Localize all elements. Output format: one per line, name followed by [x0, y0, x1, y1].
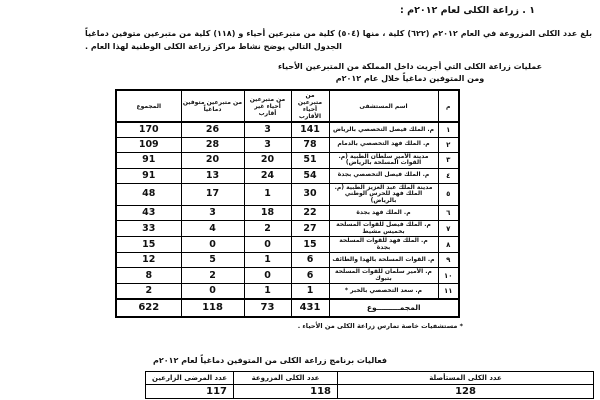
cell-total: 2 [116, 284, 181, 299]
cell-living-related: 6 [291, 253, 329, 268]
cell-index: ٢ [438, 137, 459, 152]
cell-total: 15 [116, 237, 181, 253]
cell-deceased: 4 [181, 221, 244, 237]
cell-total: 33 [116, 221, 181, 237]
main-table-container [0, 89, 600, 318]
cell-living-related: 22 [291, 206, 329, 221]
table-row [116, 237, 459, 253]
cell-deceased: 13 [181, 168, 244, 183]
cell-hospital: م. الملك فهد للقوات المسلحة بجدة [329, 237, 438, 253]
column-header-total: المجموع [116, 90, 181, 122]
cell-hospital: م. القوات المسلحة بالهدا والطائف [329, 253, 438, 268]
cell-hospital: م. الملك فيصل التخصصي بجدة [329, 168, 438, 183]
program-header-row [146, 371, 594, 384]
total-living-related: 431 [291, 299, 329, 317]
cell-living-related: 30 [291, 183, 329, 206]
cell-living-unrelated: 1 [244, 284, 291, 299]
column-header-living-unrelated: من متبرعين أحياء غير أقارب [244, 90, 291, 122]
table-row [116, 183, 459, 206]
cell-living-unrelated: 0 [244, 268, 291, 284]
cell-deceased: 3 [181, 206, 244, 221]
cell-total: 43 [116, 206, 181, 221]
cell-living-related: 6 [291, 268, 329, 284]
cell-living-related: 141 [291, 122, 329, 137]
cell-index: ١٠ [438, 268, 459, 284]
cell-index: ٩ [438, 253, 459, 268]
total-row [116, 299, 459, 317]
cell-hospital: م. الملك فيصل للقوات المسلحة بخميس مشيط [329, 221, 438, 237]
cell-total: 91 [116, 168, 181, 183]
cell-hospital: م. الملك فهد التخصصي بالدمام [329, 137, 438, 152]
cell-index: ٣ [438, 152, 459, 168]
program-values-row [146, 384, 594, 398]
table-row [116, 253, 459, 268]
footnote: * مستشفيات خاصة تمارس زراعة الكلى من الأحياء . [297, 321, 463, 330]
cell-index: ٦ [438, 206, 459, 221]
cell-living-related: 54 [291, 168, 329, 183]
cell-deceased: 0 [181, 284, 244, 299]
cell-deceased: 26 [181, 122, 244, 137]
cell-living-unrelated: 1 [244, 253, 291, 268]
main-table-body [116, 122, 459, 299]
cell-deceased: 28 [181, 137, 244, 152]
cell-hospital: م. الأمير سلمان للقوات المسلحة بتبوك [329, 268, 438, 284]
main-table-heading-line2: ومن المتوفين دماغياً خلال عام ٢٠١٢م [335, 74, 485, 83]
total-deceased: 118 [181, 299, 244, 317]
main-table-heading [225, 61, 595, 85]
table-row [116, 122, 459, 137]
cell-hospital: م. الملك فهد بجدة [329, 206, 438, 221]
table-row [116, 284, 459, 299]
column-header-recipient-patients: عدد المرضى الزارعين [146, 371, 234, 384]
column-header-index: م [438, 90, 459, 122]
total-row-label: المجمـــــــــوع [329, 299, 459, 317]
cell-hospital: م. سعد التخصصي بالخبر * [329, 284, 438, 299]
column-header-living-related: من متبرعين أحياء الأقارب [291, 90, 329, 122]
cell-deceased: 20 [181, 152, 244, 168]
value-kidneys-transplanted: 118 [234, 384, 338, 398]
cell-living-related: 51 [291, 152, 329, 168]
column-header-kidneys-transplanted: عدد الكلى المزروعة [234, 371, 338, 384]
cell-living-unrelated: 18 [244, 206, 291, 221]
table-row [116, 268, 459, 284]
column-header-kidneys-retrieved: عدد الكلى المستأصلة [338, 371, 594, 384]
cell-living-unrelated: 1 [244, 183, 291, 206]
cell-deceased: 2 [181, 268, 244, 284]
cell-hospital: م. الملك فيصل التخصصي بالرياض [329, 122, 438, 137]
cell-living-unrelated: 0 [244, 237, 291, 253]
cell-total: 170 [116, 122, 181, 137]
cell-index: ٧ [438, 221, 459, 237]
cell-living-related: 78 [291, 137, 329, 152]
table-row [116, 206, 459, 221]
cell-living-unrelated: 3 [244, 122, 291, 137]
transplant-table [115, 89, 460, 318]
total-sum: 622 [116, 299, 181, 317]
table-row [116, 152, 459, 168]
cell-total: 12 [116, 253, 181, 268]
main-table-heading-line1: عمليات زراعة الكلى التي أجريت داخل المملكة من المتبرعين الأحياء [277, 62, 543, 71]
column-header-hospital: اسم المستشفى [329, 90, 438, 122]
cell-index: ١١ [438, 284, 459, 299]
cell-living-unrelated: 2 [244, 221, 291, 237]
program-table-container [0, 371, 600, 399]
cell-index: ٥ [438, 183, 459, 206]
cell-total: 8 [116, 268, 181, 284]
page-title: ١ . زراعة الكلى لعام ٢٠١٢م : [400, 5, 535, 16]
cell-total: 109 [116, 137, 181, 152]
cell-deceased: 0 [181, 237, 244, 253]
table-row [116, 137, 459, 152]
cell-index: ١ [438, 122, 459, 137]
cell-living-related: 15 [291, 237, 329, 253]
value-kidneys-retrieved: 128 [338, 384, 594, 398]
cell-hospital: مدينة الأمير سلطان الطبية (م. القوات المسلحة بالرياض) [329, 152, 438, 168]
table-row [116, 221, 459, 237]
program-table [145, 371, 594, 399]
cell-living-unrelated: 24 [244, 168, 291, 183]
intro-paragraph: بلغ عدد الكلى المزروعة في العام ٢٠١٢م (٦٢٢) كلية ، منها (٥٠٤) كلية من متبرعين أحياء و (١١٨) كلية من متبرعين متوفين دماغياً الجدول التالي يوضح نشاط مراكز زراعة الكلى الوطنية لهذا العام . [85, 29, 592, 51]
cell-index: ٤ [438, 168, 459, 183]
cell-living-unrelated: 3 [244, 137, 291, 152]
cell-living-related: 27 [291, 221, 329, 237]
total-living-unrelated: 73 [244, 299, 291, 317]
cell-total: 48 [116, 183, 181, 206]
value-recipient-patients: 117 [146, 384, 234, 398]
table-row [116, 168, 459, 183]
cell-living-related: 1 [291, 284, 329, 299]
cell-total: 91 [116, 152, 181, 168]
column-header-deceased: من متبرعين متوفين دماغياً [181, 90, 244, 122]
cell-index: ٨ [438, 237, 459, 253]
program-table-title: فعاليات برنامج زراعة الكلى من المتوفين دماغياً لعام ٢٠١٢م [153, 355, 387, 365]
cell-hospital: مدينة الملك عبد العزيز الطبية (م. الملك فهد للحرس الوطني بالرياض) [329, 183, 438, 206]
cell-deceased: 17 [181, 183, 244, 206]
cell-deceased: 5 [181, 253, 244, 268]
cell-living-unrelated: 20 [244, 152, 291, 168]
header-row [116, 90, 459, 122]
